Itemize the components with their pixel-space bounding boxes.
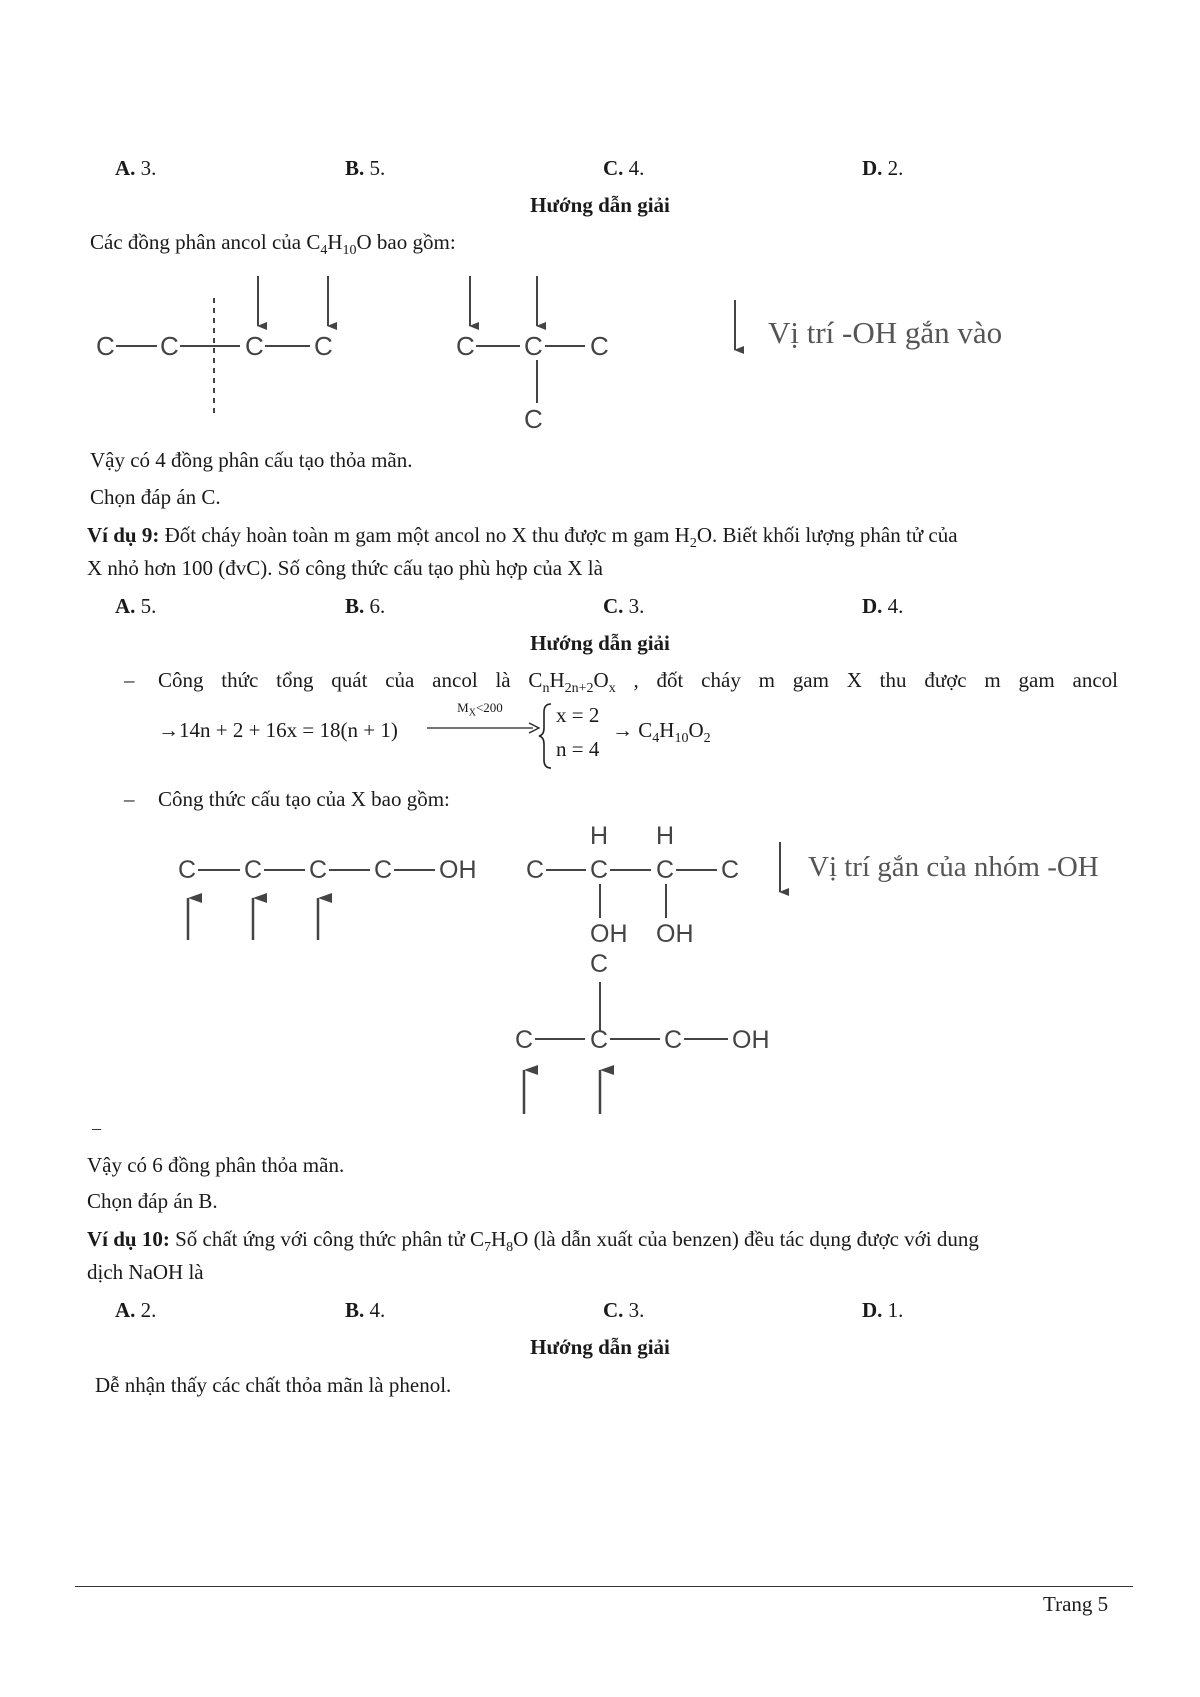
q8-answer: Chọn đáp án C. <box>90 485 221 509</box>
q8-option-c: C. 4. <box>603 156 645 180</box>
q9-structure-2 <box>526 822 739 948</box>
atom-h: H <box>590 822 609 850</box>
atom-c: C <box>526 856 545 884</box>
q9-structure-1 <box>178 856 477 940</box>
group-oh: OH <box>656 920 694 948</box>
q9-equation-condition: $M_X<200$ <box>457 700 503 719</box>
q8-legend-text: Vị trí -OH gắn vào <box>768 315 1003 350</box>
atom-c: C <box>244 856 263 884</box>
q8-legend <box>735 300 1002 350</box>
q9-guide-title: Hướng dẫn giải <box>530 631 670 655</box>
q10-question-line1: Ví dụ 10: Số chất ứng với công thức phân tử $C_7H_8O$ (là dẫn xuất của benzen) đều tác dụng được với dung <box>87 1227 979 1256</box>
atom-c: C <box>524 404 543 434</box>
group-oh: OH <box>590 920 628 948</box>
group-oh: OH <box>732 1026 770 1054</box>
group-oh: OH <box>439 856 477 884</box>
q9-bullet-2: Công thức cấu tạo của X bao gồm: <box>158 787 450 811</box>
q9-isomer-diagram <box>160 820 1140 1140</box>
q9-structure-3 <box>515 950 770 1114</box>
q8-structure-1 <box>96 276 333 416</box>
atom-c: C <box>309 856 328 884</box>
atom-c: C <box>524 331 543 361</box>
q9-question-line2: X nhỏ hơn 100 (đvC). Số công thức cấu tạo phù hợp của X là <box>87 556 603 580</box>
q9-option-c: C. 3. <box>603 594 645 618</box>
atom-c: C <box>515 1026 534 1054</box>
atom-c: C <box>374 856 393 884</box>
atom-c: C <box>664 1026 683 1054</box>
q8-guide-title: Hướng dẫn giải <box>530 193 670 217</box>
q10-option-c: C. 3. <box>603 1298 645 1322</box>
q9-system-brace <box>538 702 554 770</box>
q8-intro: Các đồng phân ancol của $C_4H_{10}O$ bao gồm: <box>90 230 456 259</box>
atom-c: C <box>656 856 675 884</box>
bullet-dash: – <box>124 668 135 692</box>
page-number: Trang 5 <box>1043 1592 1109 1616</box>
q9-option-b: B. 6. <box>345 594 386 618</box>
atom-h: H <box>656 822 675 850</box>
q9-option-d: D. 4. <box>862 594 904 618</box>
q9-reaction-arrow <box>425 718 545 738</box>
footer-divider <box>75 1586 1133 1587</box>
q9-bullet-1: Công thức tổng quát của ancol là $C_nH_{2n+2}O_x$ , đốt cháy m gam X thu được m gam ancol <box>158 668 1118 697</box>
q9-question-line1: Ví dụ 9: Đốt cháy hoàn toàn m gam một ancol no X thu được m gam $H_2O$. Biết khối lượng phân tử của <box>87 523 958 552</box>
q9-eq-x: x = 2 <box>556 703 600 727</box>
q9-eq-result: → $C_4H_{10}O_2$ <box>612 718 711 747</box>
q9-legend <box>780 842 1099 892</box>
atom-c: C <box>456 331 475 361</box>
q8-conclusion: Vậy có 4 đồng phân cấu tạo thỏa mãn. <box>90 448 413 472</box>
q10-option-b: B. 4. <box>345 1298 386 1322</box>
atom-c: C <box>96 331 115 361</box>
q8-option-d: D. 2. <box>862 156 904 180</box>
q8-option-b: B. 5. <box>345 156 386 180</box>
q10-guide-text: Dễ nhận thấy các chất thỏa mãn là phenol. <box>95 1373 452 1397</box>
atom-c: C <box>721 856 740 884</box>
atom-c: C <box>314 331 333 361</box>
atom-c: C <box>590 1026 609 1054</box>
atom-c: C <box>160 331 179 361</box>
q10-question-line2: dịch NaOH là <box>87 1260 204 1284</box>
q10-guide-title: Hướng dẫn giải <box>530 1335 670 1359</box>
stray-dash: – <box>92 1118 101 1138</box>
q8-isomer-diagram <box>80 268 1080 438</box>
atom-c: C <box>590 856 609 884</box>
q8-option-a: A. 3. <box>115 156 157 180</box>
q8-structure-2 <box>456 276 609 434</box>
q9-answer: Chọn đáp án B. <box>87 1189 218 1213</box>
atom-c: C <box>245 331 264 361</box>
atom-c: C <box>178 856 197 884</box>
q9-option-a: A. 5. <box>115 594 157 618</box>
atom-c: C <box>590 950 609 978</box>
q10-option-a: A. 2. <box>115 1298 157 1322</box>
q9-eq-n: n = 4 <box>556 737 600 761</box>
bullet-dash: – <box>124 787 135 811</box>
atom-c: C <box>590 331 609 361</box>
q9-conclusion: Vậy có 6 đồng phân thỏa mãn. <box>87 1153 345 1177</box>
q9-legend-text: Vị trí gắn của nhóm -OH <box>808 851 1099 883</box>
q10-option-d: D. 1. <box>862 1298 904 1322</box>
q9-equation-left: →14n + 2 + 16x = 18(n + 1) <box>158 718 398 742</box>
